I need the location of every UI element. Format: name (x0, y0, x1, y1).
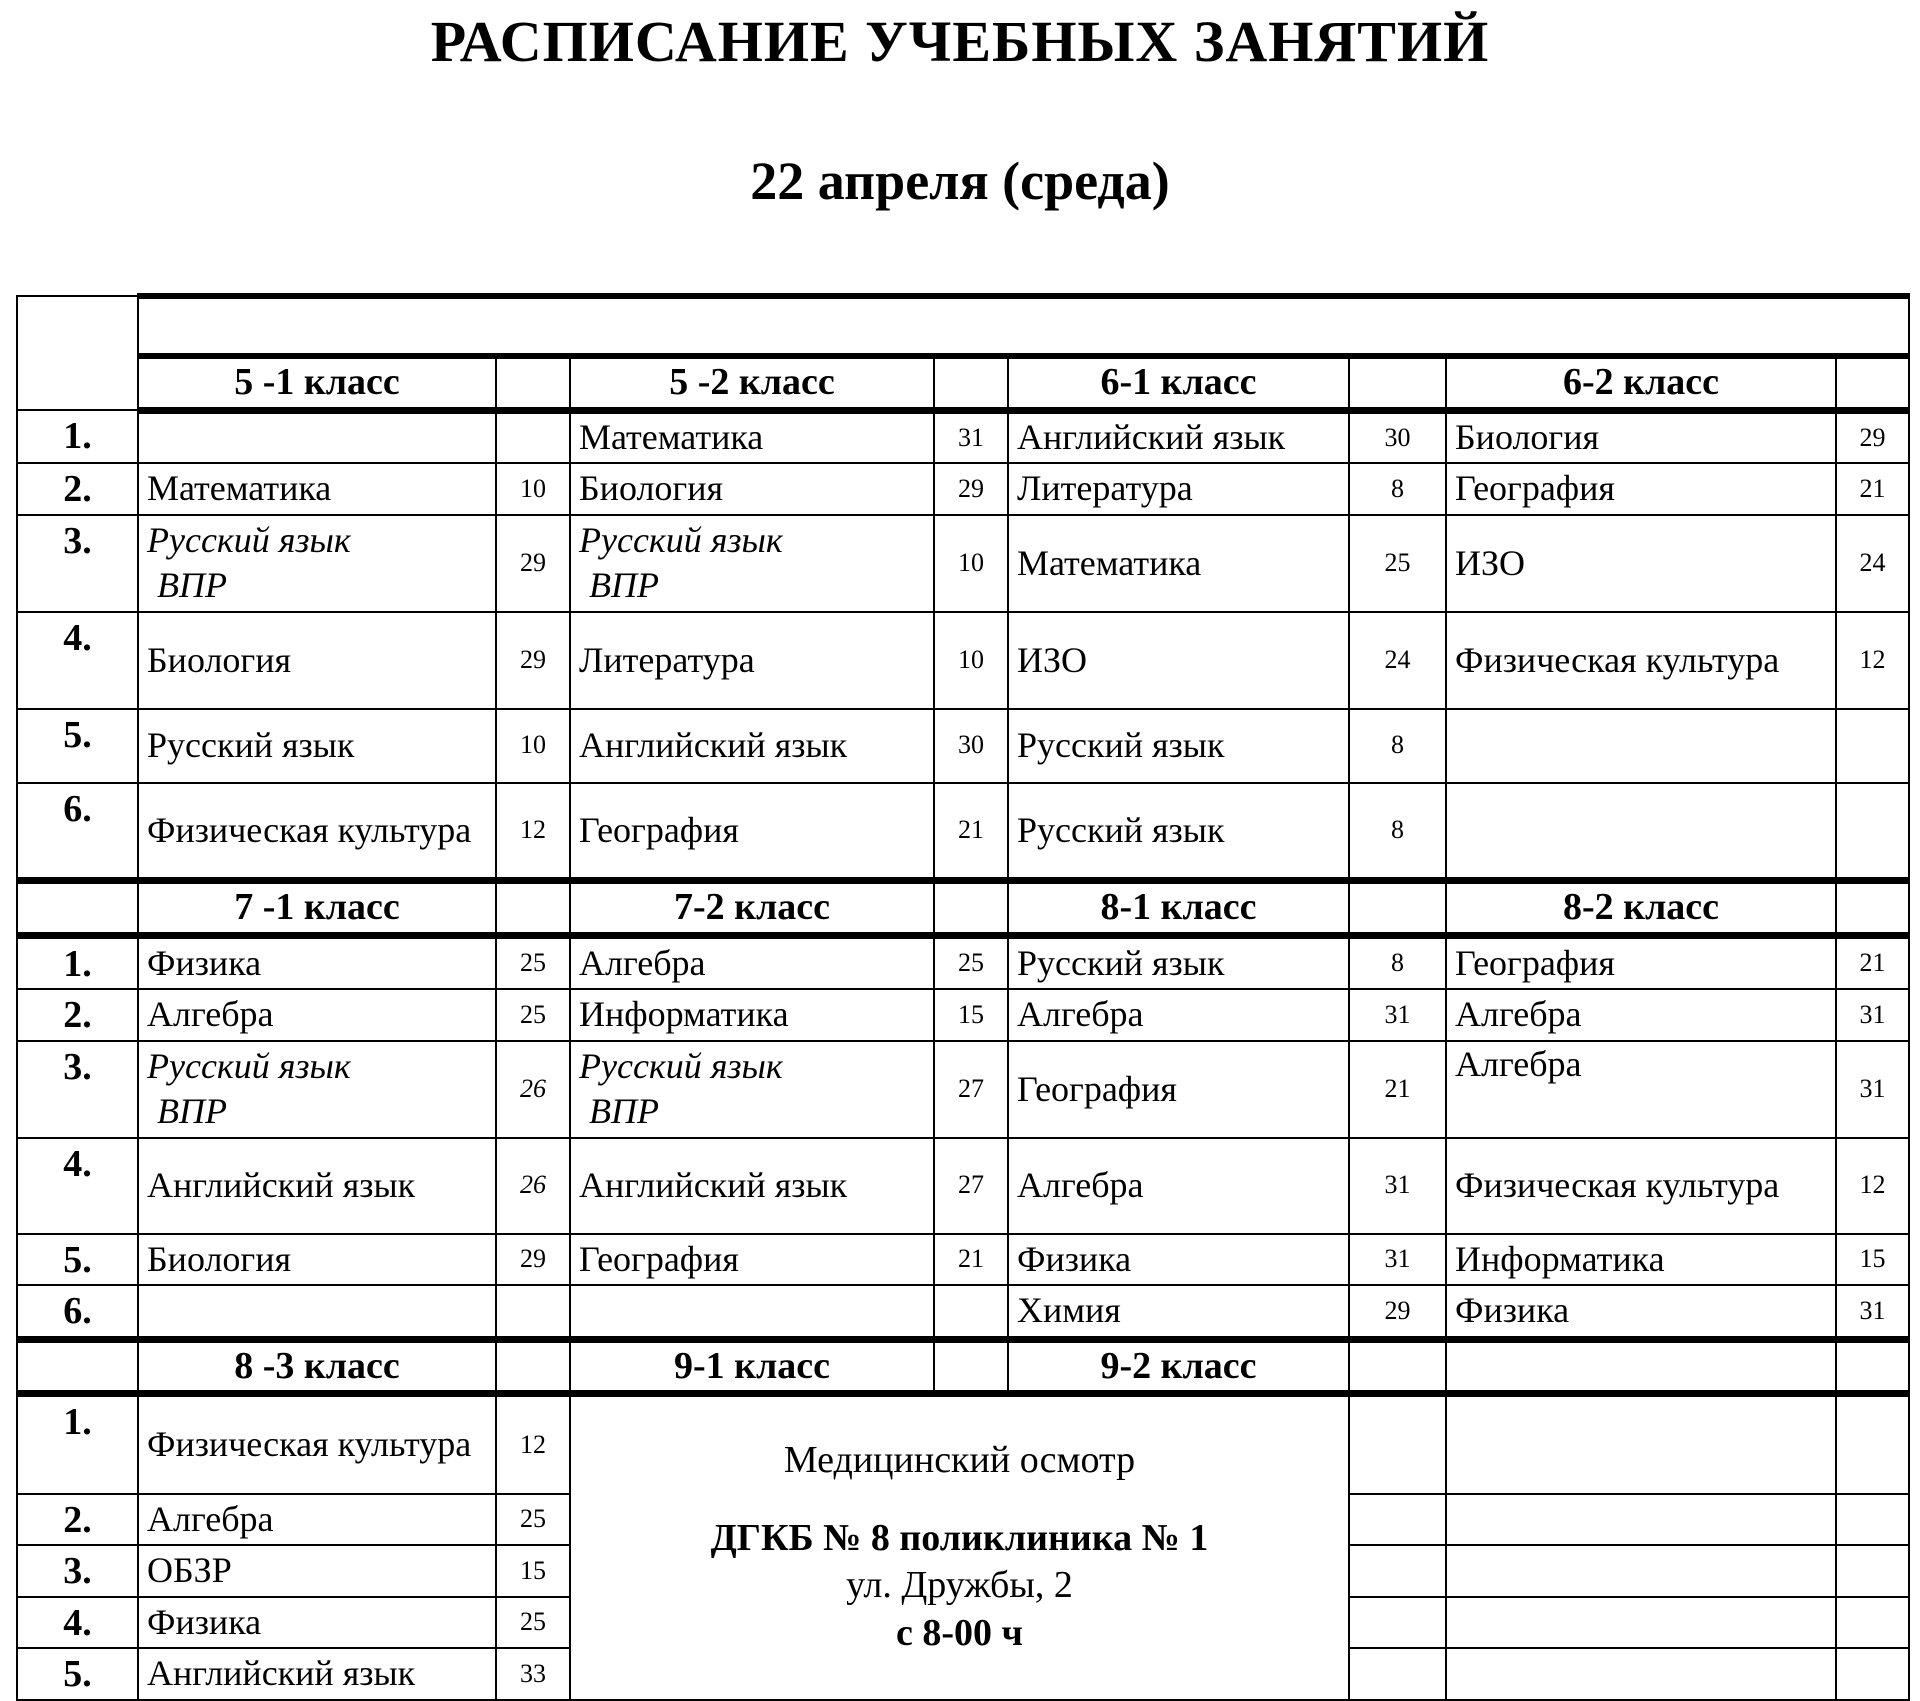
room-header-cell (496, 881, 570, 936)
subject-cell (570, 410, 934, 463)
room-number (1349, 1394, 1446, 1494)
subject-cell (570, 1138, 934, 1234)
room-number: 12 (496, 1394, 570, 1494)
room-number: 31 (1836, 989, 1909, 1041)
subject-name: География (1455, 942, 1615, 983)
room-number (1349, 1494, 1446, 1546)
subject-name: Литература (579, 639, 755, 680)
subject-name: Русский язык (147, 725, 355, 765)
lesson-row (17, 709, 1909, 783)
subject-cell (1008, 1285, 1349, 1339)
subject-cell (570, 612, 934, 709)
subject-cell (1008, 935, 1349, 989)
subject-cell (138, 1394, 496, 1494)
lesson-number: 2. (17, 989, 138, 1041)
room-number (496, 410, 570, 463)
subject-name: Математика (579, 417, 764, 458)
subject-cell (570, 463, 934, 515)
subject-cell (138, 1041, 496, 1138)
subject-cell (1446, 1394, 1836, 1494)
subject-cell (1446, 783, 1836, 881)
subject-cell (138, 612, 496, 709)
lesson-row (17, 1041, 1909, 1138)
subject-cell (1446, 989, 1836, 1041)
class-header-row (17, 1339, 1909, 1394)
room-number: 25 (496, 1597, 570, 1649)
subject-cell (570, 935, 934, 989)
room-header-cell (934, 881, 1008, 936)
room-number: 29 (934, 463, 1008, 515)
class-header-row (17, 881, 1909, 936)
room-number: 24 (1836, 515, 1909, 612)
room-number: 27 (934, 1138, 1008, 1234)
subject-cell (1008, 989, 1349, 1041)
room-header-cell (496, 356, 570, 410)
room-number (1836, 1394, 1909, 1494)
room-number: 10 (496, 709, 570, 783)
room-number: 29 (496, 1234, 570, 1286)
room-number: 8 (1349, 783, 1446, 881)
subject-name: География (579, 1238, 739, 1279)
subject-cell (1008, 1138, 1349, 1234)
subject-cell (1446, 515, 1836, 612)
subject-name: Алгебра (147, 1498, 274, 1539)
lesson-number: 2. (17, 1494, 138, 1546)
lesson-row (17, 515, 1909, 612)
subject-name: Физическая культура (1455, 639, 1780, 680)
lesson-number: 4. (17, 1138, 138, 1234)
room-number (1349, 1648, 1446, 1700)
lesson-row (17, 463, 1909, 515)
clinic-address: ул. Дружбы, 2 (846, 1564, 1073, 1606)
header-num-cell (17, 881, 138, 936)
lesson-number: 6. (17, 1285, 138, 1339)
lesson-number: 3. (17, 1545, 138, 1597)
subject-name: Биология (579, 468, 724, 509)
subject-name: Алгебра (1455, 994, 1582, 1035)
subject-cell (1446, 1285, 1836, 1339)
subject-note: ВПР (157, 565, 227, 605)
subject-cell (570, 783, 934, 881)
room-number (1836, 1648, 1909, 1700)
subject-name: Русский язык (579, 520, 783, 560)
subject-name: Физическая культура (147, 809, 472, 850)
subject-name: Русский язык (147, 520, 351, 560)
subject-note: ВПР (157, 1091, 227, 1131)
subject-name: Английский язык (579, 1165, 848, 1205)
page-title: РАСПИСАНИЕ УЧЕБНЫХ ЗАНЯТИЙ (430, 9, 1490, 74)
lesson-number: 1. (17, 935, 138, 989)
room-number (1836, 709, 1909, 783)
room-number: 21 (934, 783, 1008, 881)
subject-name: Русский язык (147, 1046, 351, 1086)
subject-cell (1008, 783, 1349, 881)
class-name: 9-2 класс (1008, 1339, 1349, 1394)
room-number: 29 (496, 515, 570, 612)
header-blank-row (17, 296, 1909, 356)
header-num-cell (17, 1339, 138, 1394)
subject-cell (1008, 1234, 1349, 1286)
room-number: 25 (934, 935, 1008, 989)
room-number (496, 1285, 570, 1339)
subject-name: Физическая культура (147, 1424, 472, 1465)
subject-cell (1008, 463, 1349, 515)
lesson-number: 1. (17, 1394, 138, 1494)
lesson-row (17, 1138, 1909, 1234)
lesson-number: 6. (17, 783, 138, 881)
class-name: 8-2 класс (1446, 881, 1836, 936)
class-name: 8 -3 класс (138, 1339, 496, 1394)
lesson-row (17, 612, 1909, 709)
room-number (1836, 1545, 1909, 1597)
subject-cell (138, 1648, 496, 1700)
room-number: 8 (1349, 935, 1446, 989)
room-number: 12 (496, 783, 570, 881)
room-number: 33 (496, 1648, 570, 1700)
class-header-row (17, 356, 1909, 410)
subject-name: Русский язык (579, 1046, 783, 1086)
room-number: 12 (1836, 612, 1909, 709)
subject-cell (138, 1545, 496, 1597)
subject-name: ИЗО (1017, 639, 1088, 680)
subject-cell (1008, 612, 1349, 709)
subject-name: География (1017, 1068, 1177, 1109)
corner-cell (17, 296, 138, 410)
subject-name: Английский язык (147, 1653, 416, 1694)
subject-name: Алгебра (1455, 1043, 1582, 1084)
room-header-cell (1349, 881, 1446, 936)
lesson-number: 5. (17, 709, 138, 783)
subject-cell (138, 1597, 496, 1649)
subject-cell (1446, 1494, 1836, 1546)
subject-cell (570, 1285, 934, 1339)
medical-exam-notice (570, 1394, 1349, 1700)
lesson-row (17, 410, 1909, 463)
room-number (1836, 783, 1909, 881)
subject-name: Русский язык (1017, 942, 1225, 983)
lesson-number: 3. (17, 515, 138, 612)
room-number: 31 (1349, 1234, 1446, 1286)
class-name: 5 -2 класс (570, 356, 934, 410)
subject-cell (138, 783, 496, 881)
subject-name: Физическая культура (1455, 1165, 1780, 1205)
room-number: 21 (1836, 935, 1909, 989)
room-header-cell (934, 356, 1008, 410)
subject-cell (1446, 1545, 1836, 1597)
room-number: 21 (1836, 463, 1909, 515)
room-number: 31 (1836, 1041, 1909, 1138)
room-number: 31 (1349, 989, 1446, 1041)
room-number: 21 (934, 1234, 1008, 1286)
subject-cell (138, 463, 496, 515)
subject-cell (1446, 612, 1836, 709)
lesson-row (17, 783, 1909, 881)
subject-cell (138, 410, 496, 463)
subject-cell (1008, 515, 1349, 612)
subject-cell (570, 709, 934, 783)
lesson-number: 1. (17, 410, 138, 463)
room-header-cell (1836, 356, 1909, 410)
class-name: 7 -1 класс (138, 881, 496, 936)
room-header-cell (496, 1339, 570, 1394)
exam-time: с 8-00 ч (896, 1611, 1023, 1654)
lesson-number: 5. (17, 1234, 138, 1286)
subject-name: Литература (1017, 468, 1193, 509)
subject-cell (570, 989, 934, 1041)
header-blank-cell (138, 296, 1909, 356)
subject-name: Физика (147, 942, 262, 983)
room-number: 24 (1349, 612, 1446, 709)
subject-cell (1008, 1041, 1349, 1138)
room-number: 29 (1349, 1285, 1446, 1339)
room-number: 21 (1349, 1041, 1446, 1138)
subject-name: Математика (147, 468, 332, 509)
room-number: 25 (1349, 515, 1446, 612)
subject-name: Физика (1455, 1290, 1570, 1331)
room-header-cell (1349, 1339, 1446, 1394)
room-number: 8 (1349, 709, 1446, 783)
room-number: 29 (496, 612, 570, 709)
subject-cell (1008, 709, 1349, 783)
lesson-number: 4. (17, 1597, 138, 1649)
room-number (1836, 1494, 1909, 1546)
subject-note: ВПР (589, 565, 659, 605)
subject-name: ОБЗР (147, 1550, 232, 1591)
subject-name: Русский язык (1017, 809, 1225, 850)
room-number: 26 (496, 1041, 570, 1138)
subject-name: Алгебра (1017, 1165, 1144, 1205)
subject-name: Английский язык (579, 725, 848, 765)
class-name: 9-1 класс (570, 1339, 934, 1394)
room-number: 31 (1349, 1138, 1446, 1234)
subject-cell (138, 935, 496, 989)
lesson-row (17, 989, 1909, 1041)
subject-cell (138, 1138, 496, 1234)
subject-cell (1446, 1138, 1836, 1234)
subject-name: Физика (1017, 1238, 1132, 1279)
subject-cell (1446, 1648, 1836, 1700)
subject-cell (138, 709, 496, 783)
subject-cell (138, 515, 496, 612)
room-header-cell (934, 1339, 1008, 1394)
subject-cell (1446, 709, 1836, 783)
subject-name: Физика (147, 1601, 262, 1642)
medical-exam-title: Медицинский осмотр (783, 1439, 1136, 1481)
room-number (1349, 1597, 1446, 1649)
subject-cell (570, 515, 934, 612)
room-number: 15 (496, 1545, 570, 1597)
subject-name: ИЗО (1455, 542, 1526, 583)
subject-cell (1446, 935, 1836, 989)
subject-name: Биология (1455, 417, 1600, 458)
class-name: 6-1 класс (1008, 356, 1349, 410)
room-number: 31 (1836, 1285, 1909, 1339)
subject-cell (1446, 1041, 1836, 1138)
subject-cell (138, 1494, 496, 1546)
subject-name: Информатика (579, 994, 789, 1035)
lesson-row (17, 1285, 1909, 1339)
lesson-number: 5. (17, 1648, 138, 1700)
date-subtitle: 22 апреля (среда) (750, 151, 1170, 211)
subject-cell (1446, 1234, 1836, 1286)
subject-name: Алгебра (147, 994, 274, 1035)
room-number: 27 (934, 1041, 1008, 1138)
subject-name: Английский язык (147, 1165, 416, 1205)
subject-name: Алгебра (1017, 994, 1144, 1035)
subject-name: Информатика (1455, 1238, 1665, 1279)
class-name: 6-2 класс (1446, 356, 1836, 410)
subject-name: Химия (1017, 1290, 1121, 1331)
lesson-number: 3. (17, 1041, 138, 1138)
room-number: 26 (496, 1138, 570, 1234)
lesson-number: 4. (17, 612, 138, 709)
room-header-cell (1349, 356, 1446, 410)
room-number: 15 (934, 989, 1008, 1041)
subject-name: Биология (147, 639, 292, 680)
subject-name: Алгебра (579, 942, 706, 983)
room-number: 10 (934, 515, 1008, 612)
room-number: 10 (496, 463, 570, 515)
subject-name: Биология (147, 1238, 292, 1279)
subject-cell (138, 989, 496, 1041)
room-number (1836, 1597, 1909, 1649)
room-number (934, 1285, 1008, 1339)
subject-name: Математика (1017, 542, 1202, 583)
room-number: 12 (1836, 1138, 1909, 1234)
room-header-cell (1836, 881, 1909, 936)
lesson-row (17, 1394, 1909, 1494)
room-number: 25 (496, 989, 570, 1041)
subject-cell (1446, 1597, 1836, 1649)
room-number (1349, 1545, 1446, 1597)
room-number: 29 (1836, 410, 1909, 463)
room-number: 10 (934, 612, 1008, 709)
room-number: 15 (1836, 1234, 1909, 1286)
room-number: 30 (1349, 410, 1446, 463)
subject-cell (1008, 410, 1349, 463)
subject-name: Английский язык (1017, 417, 1286, 458)
subject-cell (138, 1285, 496, 1339)
room-number: 8 (1349, 463, 1446, 515)
class-name: 7-2 класс (570, 881, 934, 936)
class-name: 8-1 класс (1008, 881, 1349, 936)
subject-cell (570, 1041, 934, 1138)
clinic-name: ДГКБ № 8 поликлиника № 1 (710, 1516, 1209, 1559)
room-number: 25 (496, 935, 570, 989)
lesson-row (17, 1234, 1909, 1286)
subject-note: ВПР (589, 1091, 659, 1131)
room-number: 31 (934, 410, 1008, 463)
subject-name: География (1455, 468, 1615, 509)
subject-cell (1446, 463, 1836, 515)
lesson-row (17, 935, 1909, 989)
subject-cell (138, 1234, 496, 1286)
lesson-number: 2. (17, 463, 138, 515)
class-name (1446, 1339, 1836, 1394)
room-header-cell (1836, 1339, 1909, 1394)
schedule-table (16, 293, 1910, 1701)
subject-name: Русский язык (1017, 725, 1225, 765)
subject-name: География (579, 809, 739, 850)
class-name: 5 -1 класс (138, 356, 496, 410)
subject-cell (570, 1234, 934, 1286)
room-number: 30 (934, 709, 1008, 783)
room-number: 25 (496, 1494, 570, 1546)
subject-cell (1446, 410, 1836, 463)
